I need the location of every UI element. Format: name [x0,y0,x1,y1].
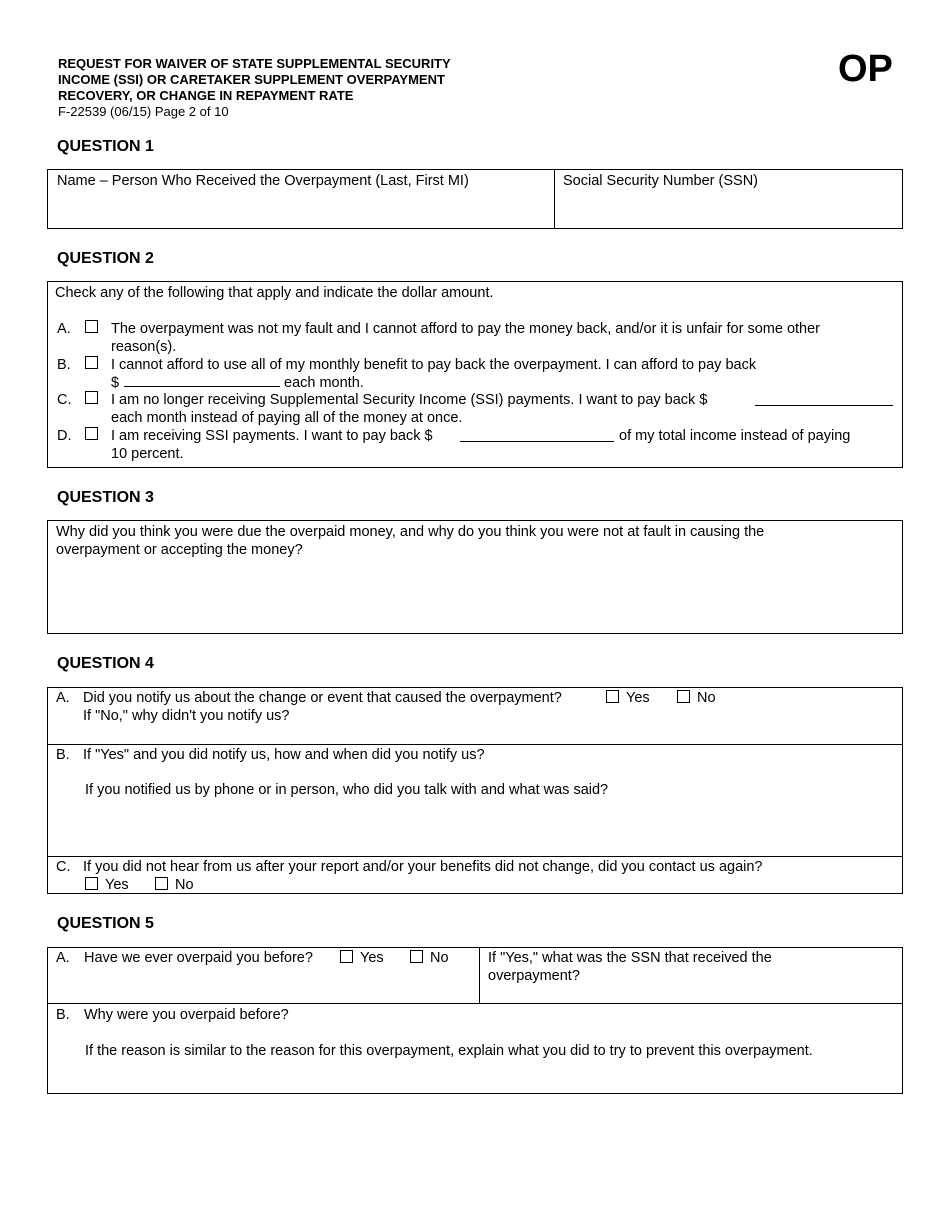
ssn-label: Social Security Number (SSN) [563,173,758,189]
question-5b-answer-field[interactable] [49,1062,901,1092]
question-4a-no-checkbox[interactable] [677,690,690,703]
option-c-amount-field[interactable] [755,405,893,406]
question-3-heading: QUESTION 3 [57,489,154,506]
question-3-text-line-1: Why did you think you were due the overpaid money, and why do you think you were not at fault in causing the [56,524,765,540]
option-b-checkbox[interactable] [85,356,98,369]
question-5a-ssn-line-2: overpayment? [488,968,580,984]
question-4c-yes-label: Yes [105,877,129,893]
question-4c-text: If you did not hear from us after your report and/or your benefits did not change, did you contact us again? [83,859,763,875]
question-4b-text: If "Yes" and you did notify us, how and when did you notify us? [83,747,485,763]
option-a-letter: A. [57,321,71,337]
question-2-instructions: Check any of the following that apply and indicate the dollar amount. [55,285,494,301]
divider [47,744,903,745]
question-5-heading: QUESTION 5 [57,915,154,932]
divider [479,947,480,1003]
question-4a-yes-label: Yes [626,690,650,706]
question-5b-followup: If the reason is similar to the reason for this overpayment, explain what you did to try to prevent this overpayment. [85,1043,813,1059]
ssn-field[interactable] [557,192,901,227]
option-b-amount-field[interactable] [124,386,280,387]
option-a-text-line-1: The overpayment was not my fault and I cannot afford to pay the money back, and/or it is unfair for some other [111,321,820,337]
divider [554,169,555,229]
question-5b-text: Why were you overpaid before? [84,1007,289,1023]
question-5b-letter: B. [56,1007,70,1023]
form-title [58,56,451,104]
option-a-text-line-2: reason(s). [111,339,177,355]
option-d-amount-field[interactable] [460,441,614,442]
option-b-letter: B. [57,357,71,373]
option-d-suffix: of my total income instead of paying [619,428,851,444]
question-4a-followup: If "No," why didn't you notify us? [83,708,290,724]
question-5a-text: Have we ever overpaid you before? [84,950,313,966]
question-3-answer-field[interactable] [49,562,901,632]
option-a-checkbox[interactable] [85,320,98,333]
option-c-text-line-2: each month instead of paying all of the money at once. [111,410,463,426]
divider [47,1003,903,1004]
option-d-prefix: I am receiving SSI payments. I want to pay back $ [111,428,433,444]
name-label: Name – Person Who Received the Overpayment (Last, First MI) [57,173,469,189]
divider [47,856,903,857]
question-4a-answer-field[interactable] [49,726,901,743]
question-2-heading: QUESTION 2 [57,250,154,267]
option-b-dollar-sign: $ [111,375,120,391]
question-5a-ssn-field[interactable] [482,986,901,1002]
form-title-line-2: INCOME (SSI) OR CARETAKER SUPPLEMENT OVERPAYMENT [58,72,445,87]
name-field[interactable] [49,192,552,227]
question-3-text-line-2: overpayment or accepting the money? [56,542,303,558]
question-1-heading: QUESTION 1 [57,138,154,155]
option-b-text-line-1: I cannot afford to use all of my monthly benefit to pay back the overpayment. I can afford to pay back [111,357,757,373]
question-4b-followup: If you notified us by phone or in person, who did you talk with and what was said? [85,782,609,798]
question-5a-yes-label: Yes [360,950,384,966]
question-4b-letter: B. [56,747,70,763]
question-4c-no-label: No [175,877,194,893]
option-d-text-line-2: 10 percent. [111,446,184,462]
form-title-line-3: RECOVERY, OR CHANGE IN REPAYMENT RATE [58,88,354,103]
question-4a-no-label: No [697,690,716,706]
option-c-letter: C. [57,392,72,408]
option-b-suffix: each month. [284,375,364,391]
option-c-text-line-1: I am no longer receiving Supplemental Security Income (SSI) payments. I want to pay back $ [111,392,708,408]
form-number: F-22539 (06/15) Page 2 of 10 [58,104,229,119]
question-5a-ssn-line-1: If "Yes," what was the SSN that received the [488,950,772,966]
question-4a-text: Did you notify us about the change or event that caused the overpayment? [83,690,562,706]
option-d-letter: D. [57,428,72,444]
question-4c-no-checkbox[interactable] [155,877,168,890]
question-5a-no-label: No [430,950,449,966]
question-4a-letter: A. [56,690,70,706]
form-title-line-1: REQUEST FOR WAIVER OF STATE SUPPLEMENTAL SECURITY [58,56,451,71]
question-5a-no-checkbox[interactable] [410,950,423,963]
question-4a-yes-checkbox[interactable] [606,690,619,703]
question-5a-letter: A. [56,950,70,966]
corner-label: OP [838,48,893,90]
question-4-heading: QUESTION 4 [57,655,154,672]
option-c-checkbox[interactable] [85,391,98,404]
question-4c-yes-checkbox[interactable] [85,877,98,890]
question-4b-answer-field[interactable] [49,802,901,854]
option-d-checkbox[interactable] [85,427,98,440]
question-5a-yes-checkbox[interactable] [340,950,353,963]
question-4c-letter: C. [56,859,71,875]
